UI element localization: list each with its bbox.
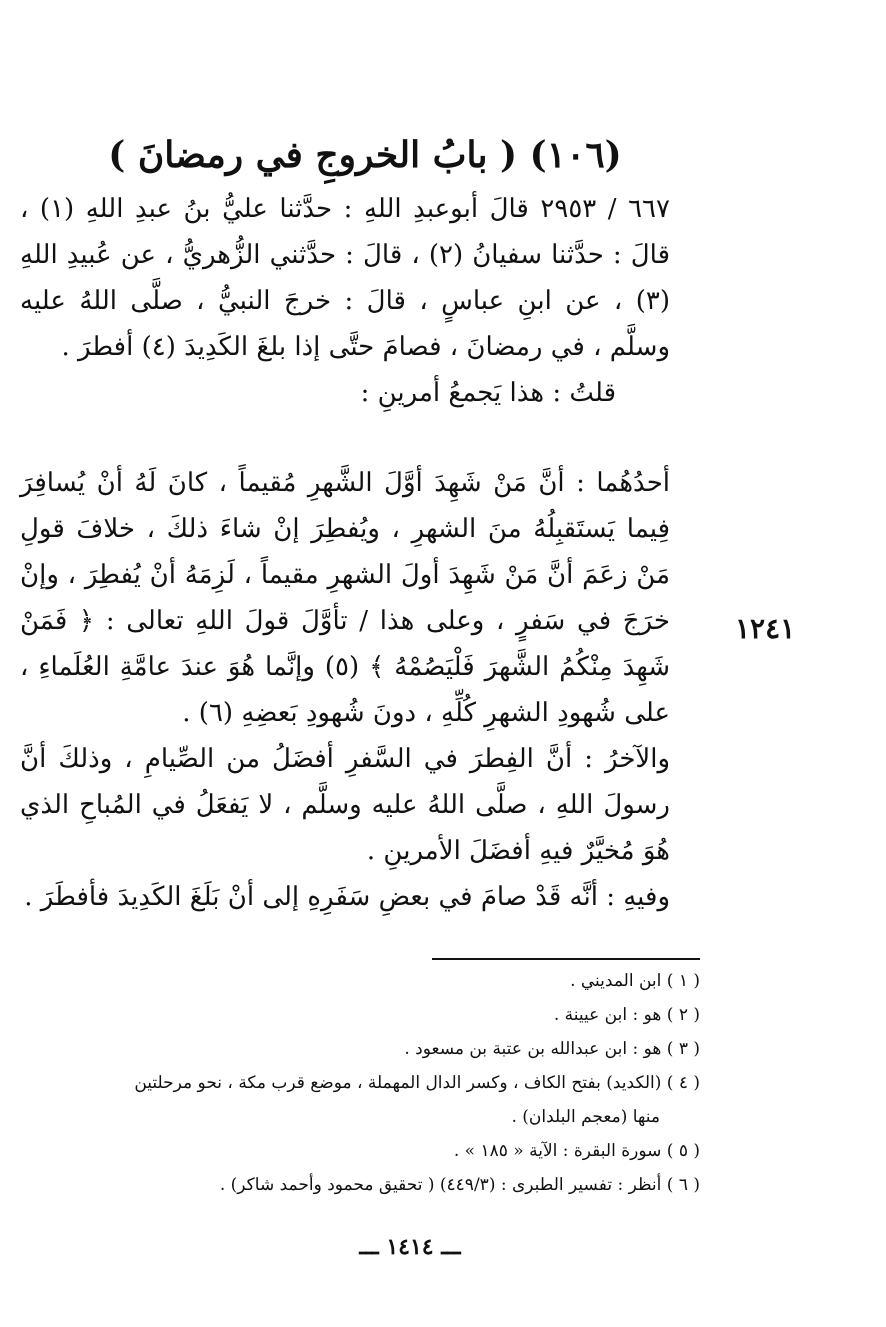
footnote-6: ( ٦ ) أنظر : تفسير الطبرى : (٤٤٩/٣) ( تحقيق محمود وأحمد شاكر) . — [219, 1175, 700, 1195]
second-point-paragraph: والآخرُ : أنَّ الفِطرَ في السَّفرِ أفضَلُ من الصِّيامِ ، وذلكَ أنَّ رسولَ اللهِ ، صلَّى اللهُ عليه وسلَّم ، لا يَفعَلُ في المُباحِ الذي هُوَ مُخيَّرٌ فيهِ أفضَلَ الأمرينِ . — [20, 744, 670, 866]
page-number: ـــ ١٤١٤ ـــ — [359, 1234, 461, 1260]
footnote-separator — [432, 958, 700, 960]
margin-page-reference: ١٢٤١ — [735, 612, 796, 645]
chapter-heading: (١٠٦) ( بابُ الخروجِ في رمضانَ ) — [108, 134, 622, 176]
first-point-paragraph: أحدُهُما : أنَّ مَنْ شَهِدَ أوَّلَ الشَّهرِ مُقيماً ، كانَ لَهُ أنْ يُسافِرَ فِيما يَستَقبِلُهُ منَ الشهرِ ، ويُفطِرَ إنْ شاءَ ذلكَ ، خلافَ قولِ مَنْ زعَمَ أنَّ مَنْ شَهِدَ أولَ الشهرِ مقيماً ، لَزِمَهُ أنْ يُفطِرَ ، وإنْ خرَجَ في سَفرٍ ، وعلى هذا / تأوَّلَ قولَ اللهِ تعالى : ﴿ فَمَنْ شَهِدَ مِنْكُمُ الشَّهرَ فَلْيَصُمْهُ ﴾ (٥) وإنَّما هُوَ عندَ عامَّةِ العُلَماءِ ، على شُهودِ الشهرِ كُلِّهِ ، دونَ شُهودِ بَعضِهِ (٦) . — [20, 468, 670, 728]
main-text — [20, 186, 700, 920]
footnote-2: ( ٢ ) هو : ابن عيينة . — [553, 1005, 700, 1025]
footnote-4: ( ٤ ) (الكديد) بفتح الكاف ، وكسر الدال المهملة ، موضع قرب مكة ، نحو مرحلتين — [134, 1073, 700, 1093]
qultu-line: قلتُ : هذا يَجمعُ أمرينِ : — [360, 378, 616, 408]
hadith-paragraph: ٦٦٧ / ٢٩٥٣ قالَ أبوعبدِ اللهِ : حدَّثنا عليُّ بنُ عبدِ اللهِ (١) ، قالَ : حدَّثنا سفيانُ (٢) ، قالَ : حدَّثني الزُّهريُّ ، عن عُبيدِ اللهِ (٣) ، عن ابنِ عباسٍ ، قالَ : خرجَ النبيُّ ، صلَّى اللهُ عليه وسلَّم ، في رمضانَ ، فصامَ حتَّى إذا بلغَ الكَدِيدَ (٤) أفطرَ . — [20, 194, 670, 362]
footnote-4-continued: منها (معجم البلدان) . — [511, 1107, 660, 1127]
paragraph-gap — [20, 416, 700, 460]
footnote-5: ( ٥ ) سورة البقرة : الآية « ١٨٥ » . — [453, 1141, 700, 1161]
footnote-3: ( ٣ ) هو : ابن عبدالله بن عتبة بن مسعود . — [404, 1039, 700, 1059]
third-point-paragraph: وفيهِ : أنَّه قَدْ صامَ في بعضِ سَفَرِهِ إلى أنْ بَلَغَ الكَدِيدَ فأفطَرَ . — [24, 882, 670, 912]
footnotes — [30, 964, 700, 1202]
footnote-1: ( ١ ) ابن المديني . — [570, 971, 700, 991]
